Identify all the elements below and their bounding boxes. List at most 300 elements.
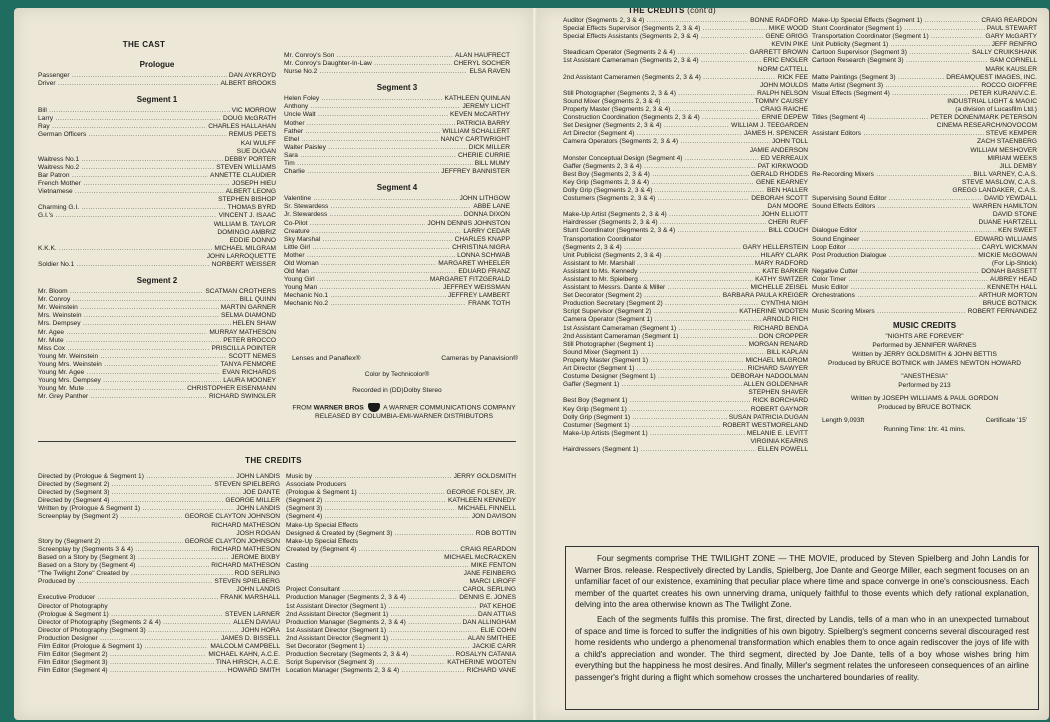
synopsis-paragraph-2: Each of the segments fulfils this promise. The first, directed by Landis, tells of a man who in an unexpected turnabout of space and time is forced to suffer the indignities of his own bigotry. Spielberg's segment concerns several discouraged rest home residents who undergo a phenomenal transformation which enables them to once again rediscover the joys of life with a child's appreciation and wonder. The third segment, directed by Joe Dante, tells of a boy whose wishes bring him everything but the happiness he most desires. And finally, Miller's segment relates the unforeseen consequences of an airline passenger's fright during a flight which somehow crosses the unchartered boundaries of reality. xyxy=(575,614,1029,682)
credit-role: Costumers (Segments 2, 3 & 4) ..... xyxy=(563,195,749,203)
credit-row: KAI WULFF xyxy=(240,139,276,147)
credit-row xyxy=(812,276,1037,284)
credit-role: Assistant Editors ..... xyxy=(812,130,984,138)
credit-row xyxy=(284,276,510,284)
length-cert-row xyxy=(812,416,1037,425)
credit-name: CHERIE CURRIE xyxy=(457,151,510,159)
credit-row xyxy=(812,244,1037,252)
credit-row xyxy=(284,284,510,292)
credit-role: Hairdresser (Segments 2, 3 & 4) ..... xyxy=(563,219,766,227)
credit-role: Casting ..... xyxy=(286,562,469,570)
credit-name: JOHN LANDIS xyxy=(236,473,280,480)
credit-role: Mr. Agee ..... xyxy=(38,329,207,337)
credit-role: Script Supervisor (Segment 3) ..... xyxy=(286,659,445,667)
credit-role: Color Timer ..... xyxy=(812,276,988,284)
credit-name: SUSAN PATRICIA DUGAN xyxy=(728,413,808,421)
credit-name: SALLY CRUIKSHANK xyxy=(972,49,1037,57)
credit-role: Post Production Dialogue ..... xyxy=(812,252,976,260)
credit-name: BILL COUCH xyxy=(768,227,808,235)
credit-role: Auditor (Segments 2, 3 & 4) ..... xyxy=(563,17,748,25)
credit-row xyxy=(563,414,808,422)
right-column-1 xyxy=(563,17,808,454)
credit-row xyxy=(812,268,1037,276)
credit-name: ROBERT GAYNOR xyxy=(750,405,808,413)
credit-row xyxy=(284,203,510,211)
segment1-title: Segment 1 xyxy=(136,95,178,105)
music-credit-line: Written by JERRY GOLDSMITH & JOHN BETTIS xyxy=(852,351,997,359)
left-page xyxy=(14,8,533,720)
credit-role: Matte Paintings (Segment 3) ..... xyxy=(812,74,944,82)
credit-role: Still Photographer (Segment 1) ..... xyxy=(563,341,747,349)
credit-role: (Prologue & Segment 1) ..... xyxy=(286,489,445,497)
credit-name: REMUS PEETS xyxy=(228,131,276,139)
segment3-list xyxy=(284,95,510,176)
credit-name: JEFFREY BANNISTER xyxy=(441,168,510,176)
credit-name: KEN SWEET xyxy=(998,227,1037,235)
credit-role: Written by (Prologue & Segment 1) ..... xyxy=(38,505,234,513)
credit-role: Film Editor (Segment 2) ..... xyxy=(38,651,206,659)
credit-role: Camera Operator (Segment 1) ..... xyxy=(563,316,761,324)
credit-row xyxy=(38,473,280,481)
credit-role: Sound Mixer (Segments 2, 3 & 4) ..... xyxy=(563,98,753,106)
credit-row xyxy=(812,33,1037,41)
credit-role: 1st Assistant Director (Segment 1) ..... xyxy=(286,627,478,635)
prologue-list xyxy=(38,72,276,88)
credit-row xyxy=(38,212,276,220)
credit-row xyxy=(563,74,808,82)
credit-row: DAN MOORE xyxy=(767,203,808,211)
credit-row xyxy=(286,667,516,675)
credit-role: Special Effects Supervisor (Segments 2, 3 & 4) ..... xyxy=(563,25,767,33)
credit-row xyxy=(284,268,510,276)
credit-name: PATRICIA BARRY xyxy=(456,119,510,127)
segment4-title: Segment 4 xyxy=(376,183,418,193)
credit-name: ALLEN DAVIAU xyxy=(233,618,280,626)
credit-name: GARRETT BROWN xyxy=(749,49,808,57)
credit-name: DAN ATTIAS xyxy=(478,610,516,618)
credit-role: Location Manager (Segments 2, 3 & 4) ..... xyxy=(286,667,465,675)
credit-role: Vietnamese ..... xyxy=(38,188,224,196)
credit-role: Dolly Grip (Segment 1) ..... xyxy=(563,414,727,422)
credit-name: JON DAVISON xyxy=(471,513,516,521)
credit-name: FRANK TOTH xyxy=(468,300,510,308)
credit-row xyxy=(38,635,280,643)
credit-name: GARY McGARTY xyxy=(985,33,1037,41)
credit-row xyxy=(38,245,276,253)
credit-name: KATHY SWITZER xyxy=(755,276,808,283)
credit-row: JILL DEMBY xyxy=(999,162,1037,170)
credit-name: RICHARD BENDA xyxy=(753,324,808,332)
credit-row xyxy=(563,252,808,260)
credit-row xyxy=(563,341,808,349)
credit-role: Mr. Weinstein ..... xyxy=(38,304,219,312)
credit-role: Sara ..... xyxy=(284,152,456,160)
credit-role: Directed by (Segment 2) ..... xyxy=(38,481,212,489)
credit-row xyxy=(38,123,276,131)
credit-name: JOHN DENNIS JOHNSTON xyxy=(427,219,510,227)
credit-name: CHARLES HALLAHAN xyxy=(208,123,276,131)
credit-row xyxy=(38,377,276,385)
credit-role: Property Master (Segment 1) ..... xyxy=(563,357,744,365)
credit-name: BILL KAPLAN xyxy=(766,348,808,356)
credit-name: KATE BARKER xyxy=(762,267,808,275)
credit-row xyxy=(812,57,1037,65)
credit-role: Mother ..... xyxy=(284,120,455,128)
credit-role: Gaffer (Segment 1) ..... xyxy=(563,381,742,389)
credit-row: MARK KAUSLER xyxy=(985,65,1037,73)
credit-row: KEVIN PIKE xyxy=(771,41,808,49)
credit-role: Based on a Story by (Segment 3) ..... xyxy=(38,554,229,562)
credit-row xyxy=(286,611,516,619)
credit-row xyxy=(38,643,280,651)
credit-role: Young Mr. Weinstein ..... xyxy=(38,353,226,361)
credit-role: Costume Designer (Segment 1) ..... xyxy=(563,373,729,381)
wcc-text: A WARNER COMMUNICATIONS COMPANY xyxy=(383,404,516,412)
credit-row xyxy=(38,107,276,115)
credit-row xyxy=(38,188,276,196)
credit-row xyxy=(284,103,510,111)
credit-row xyxy=(38,80,276,88)
credit-row xyxy=(563,308,808,316)
credit-row xyxy=(563,276,808,284)
credit-row xyxy=(563,446,808,454)
credit-row xyxy=(284,260,510,268)
segment1-list xyxy=(38,107,276,269)
credit-name: JOHN ELLIOTT xyxy=(761,211,808,219)
credit-row xyxy=(38,562,280,570)
credit-name: DAN AYKROYD xyxy=(228,72,276,79)
credit-row xyxy=(563,260,808,268)
credit-role: Film Editor (Prologue & Segment 1) ..... xyxy=(38,643,208,651)
credit-name: MICHELLE ZEISEL xyxy=(750,284,808,292)
credit-role: Soldier No.1 ..... xyxy=(38,261,210,269)
credit-row xyxy=(38,312,276,320)
credit-role: Sky Marshal ..... xyxy=(284,236,453,244)
credit-row xyxy=(563,397,808,405)
credit-role: Mr. Conroy's Daughter-In-Law ..... xyxy=(284,60,452,68)
credit-row xyxy=(38,361,276,369)
credit-role: Old Man ..... xyxy=(284,268,456,276)
credit-row xyxy=(38,204,276,212)
credit-name: PRISCILLA POINTER xyxy=(211,344,276,352)
credit-name: BILL VARNEY, C.A.S. xyxy=(973,170,1037,178)
credit-role: Negative Cutter ..... xyxy=(812,268,979,276)
credit-row xyxy=(38,603,280,611)
credit-row xyxy=(812,236,1037,244)
credit-row xyxy=(812,90,1037,98)
music-credits-lines xyxy=(812,332,1037,412)
credit-row xyxy=(284,95,510,103)
credit-name: DAN ALLINGHAM xyxy=(462,618,516,626)
credit-name: NANCY CARTWRIGHT xyxy=(440,135,510,143)
credit-role: Young Mr. Agee ..... xyxy=(38,369,220,377)
credit-row xyxy=(284,68,510,76)
credit-row xyxy=(38,345,276,353)
credit-role: Production Designer ..... xyxy=(38,635,219,643)
credit-row xyxy=(563,163,808,171)
credit-role: Screenplay by (Segments 3 & 4) ..... xyxy=(38,546,209,554)
credit-name: BEN HALLER xyxy=(766,186,808,194)
credits-list-2 xyxy=(286,473,516,675)
credit-role: German Officers ..... xyxy=(38,131,227,139)
segment4-list xyxy=(284,195,510,308)
credit-name: PAT KIRKWOOD xyxy=(757,162,808,170)
credit-name: JOE DANTE xyxy=(242,489,280,497)
credit-row xyxy=(812,41,1037,49)
credit-role: Directed by (Prologue & Segment 1) ..... xyxy=(38,473,234,481)
credits-cont-suffix: (cont'd) xyxy=(687,8,716,15)
credit-role: Best Boy (Segments 2, 3 & 4) ..... xyxy=(563,171,749,179)
credit-role: Steadicam Operator (Segments 2 & 4) ..... xyxy=(563,49,748,57)
credit-role: Hairdressers (Segment 1) ..... xyxy=(563,446,756,454)
credit-name: ROSALYN CATANIA xyxy=(455,651,516,659)
credit-row xyxy=(563,25,808,33)
credit-name: MIKE FENTON xyxy=(471,562,516,570)
credit-role: Titles (Segment 4) ..... xyxy=(812,114,928,122)
credit-row xyxy=(38,619,280,627)
credit-name: JOSEPH HIEU xyxy=(232,180,276,188)
credit-role: Waitress No.1 ..... xyxy=(38,156,223,164)
credit-row xyxy=(284,195,510,203)
credit-name: JOHN LANDIS xyxy=(236,505,280,513)
credit-name: DENNIS E. JONES xyxy=(459,594,516,602)
credit-row: EDDIE DONNO xyxy=(229,236,276,244)
credit-row xyxy=(286,643,516,651)
credit-row xyxy=(563,57,808,65)
credit-name: JAMES H. SPENCER xyxy=(743,130,808,138)
credit-role: Loop Editor ..... xyxy=(812,244,980,252)
credit-name: DEBORAH NADOOLMAN xyxy=(731,373,808,381)
credit-row: SUE DUGAN xyxy=(236,147,276,155)
credit-role: Sound Mixer (Segment 1) ..... xyxy=(563,349,765,357)
credit-row: RICHARD MATHESON xyxy=(211,521,280,529)
credit-row xyxy=(563,292,808,300)
credit-role: Creature ..... xyxy=(284,228,461,236)
credit-name: DONNA DIXON xyxy=(463,211,510,219)
credit-row xyxy=(38,115,276,123)
credit-name: PETER DONEN/MARK PETERSON xyxy=(930,114,1037,122)
credit-name: SAM CORNELL xyxy=(989,57,1037,65)
credit-row xyxy=(812,74,1037,82)
credit-role: Sound Engineer ..... xyxy=(812,236,973,244)
credit-name: DONAH BASSETT xyxy=(981,267,1037,275)
credit-row xyxy=(38,513,280,521)
credit-row xyxy=(812,195,1037,203)
credit-row: GREGG LANDAKER, C.A.S. xyxy=(952,186,1037,194)
credit-role: Mechanic No.2 ..... xyxy=(284,300,466,308)
segment2-list xyxy=(38,288,276,401)
credit-row: JOSH ROGAN xyxy=(236,529,280,537)
credit-row xyxy=(812,308,1037,316)
credit-role: Larry ..... xyxy=(38,115,221,123)
credit-role: Unit Publicity (Segment 1) ..... xyxy=(812,41,990,49)
credit-role: Young Girl ..... xyxy=(284,276,428,284)
credit-name: GEORGE MILLER xyxy=(225,497,280,505)
credit-row xyxy=(38,304,276,312)
credit-role: Ray ..... xyxy=(38,123,206,131)
credit-role: Produced by ..... xyxy=(38,578,212,586)
credit-name: KEVEN McCARTHY xyxy=(450,111,510,119)
lenses-text: Lenses and Panaflex® xyxy=(292,355,361,362)
credit-row: STEPHEN BISHOP xyxy=(218,196,276,204)
credit-row xyxy=(812,284,1037,292)
credit-name: KATHERINE WOOTEN xyxy=(739,308,808,316)
credit-row xyxy=(286,659,516,667)
credit-name: MALCOLM CAMPBELL xyxy=(210,642,280,650)
credit-row xyxy=(38,337,276,345)
credit-row xyxy=(812,130,1037,138)
credit-role: Waitress No.2 ..... xyxy=(38,164,214,172)
credit-role: Monster Conceptual Design (Segment 4) ..... xyxy=(563,155,759,163)
credit-row xyxy=(563,122,808,130)
credit-row xyxy=(812,292,1037,300)
credit-name: DEBBY PORTER xyxy=(224,155,276,163)
credit-role: Orchestrations ..... xyxy=(812,292,977,300)
credit-name: RICHARD VANE xyxy=(466,667,516,675)
credit-row xyxy=(38,172,276,180)
credit-name: PAUL STEWART xyxy=(986,25,1037,33)
credit-name: MORGAN RENARD xyxy=(748,340,808,348)
wb-shield-logo xyxy=(368,403,380,412)
right-page xyxy=(537,8,1049,720)
credit-role: Make-Up Special Effects xyxy=(286,521,359,529)
credit-role: Mr. Mute ..... xyxy=(38,337,221,345)
credit-role: Passenger ..... xyxy=(38,72,227,80)
credit-role: Stunt Coordinator (Segment 1) ..... xyxy=(812,25,985,33)
credit-row xyxy=(38,651,280,659)
credit-row xyxy=(284,211,510,219)
credits-cont-title xyxy=(537,8,807,15)
credit-role: Based on a Story by (Segment 4) ..... xyxy=(38,562,209,570)
equipment-credits xyxy=(292,355,518,362)
credit-name: WILLIAM J. TEEGARDEN xyxy=(731,122,808,130)
credit-name: ERNIE DEPEW xyxy=(761,114,808,122)
credit-row xyxy=(563,219,808,227)
credit-role: Transportation Coordinator (Segment 1) ..... xyxy=(812,33,983,41)
credit-row xyxy=(38,72,276,80)
credit-row xyxy=(286,651,516,659)
credit-row xyxy=(38,481,280,489)
credit-role: Still Photographer (Segments 2, 3 & 4) ..... xyxy=(563,90,755,98)
credit-role: Mother ..... xyxy=(284,252,455,260)
credit-name: JEREMY LICHT xyxy=(462,103,510,111)
credit-row xyxy=(563,211,808,219)
credit-name: JOHN HORA xyxy=(241,626,280,634)
color-text: Color by Technicolor® xyxy=(364,371,430,378)
credit-row xyxy=(284,244,510,252)
credit-name: CARYL WICKMAN xyxy=(981,243,1037,251)
credit-row xyxy=(563,114,808,122)
credit-row xyxy=(38,353,276,361)
credit-role: Supervising Sound Editor ..... xyxy=(812,195,982,203)
credit-name: MARY RADFORD xyxy=(754,259,808,267)
music-credit-line: Produced by BRUCE BOTNICK with JAMES NEWTON HOWARD xyxy=(827,360,1022,368)
credit-name: GENE KEARNEY xyxy=(755,178,808,186)
credit-row xyxy=(286,603,516,611)
credit-role: Film Editor (Segment 3) ..... xyxy=(38,659,214,667)
credit-role: K.K.K. ..... xyxy=(38,245,212,253)
credit-row xyxy=(563,373,808,381)
synopsis-box xyxy=(565,546,1039,710)
credit-row xyxy=(563,227,808,235)
credit-name: FRANK MARSHALL xyxy=(220,594,280,602)
credit-name: TINA HIRSCH, A.C.E. xyxy=(215,659,280,667)
credit-row xyxy=(38,570,280,578)
credit-name: STEVEN SPIELBERG xyxy=(214,578,280,586)
credit-role: Mechanic No.1 ..... xyxy=(284,292,446,300)
credit-row xyxy=(563,138,808,146)
credit-row xyxy=(563,17,808,25)
credit-row xyxy=(563,98,808,106)
credit-row xyxy=(286,522,516,530)
credit-role: Set Decorator (Segment 1) ..... xyxy=(286,643,470,651)
credit-role: Tim ..... xyxy=(284,160,473,168)
credit-row xyxy=(38,627,280,635)
music-credit-line: Written by JOSEPH WILLIAMS & PAUL GORDON xyxy=(850,395,999,403)
credit-role: Special Effects Assistants (Segments 2, 3 & 4) ..... xyxy=(563,33,764,41)
credit-row xyxy=(38,505,280,513)
credit-row xyxy=(284,60,510,68)
music-credit-line: Performed by JENNIFER WARNES xyxy=(872,342,977,350)
credit-name: VIC MORROW xyxy=(231,107,276,115)
credit-role: 1st Assistant Cameraman (Segments 2, 3 & 4) ..... xyxy=(563,57,761,65)
credit-row xyxy=(38,320,276,328)
credit-row xyxy=(284,160,510,168)
credit-role: G.I.'s ..... xyxy=(38,212,217,220)
credit-name: GENE GRIGG xyxy=(765,33,808,41)
credit-row xyxy=(38,611,280,619)
credit-row xyxy=(563,236,808,244)
credit-name: SELMA DIAMOND xyxy=(221,312,276,320)
credit-row: ZACH STAENBERG xyxy=(977,138,1037,146)
credit-row xyxy=(284,252,510,260)
credit-role: Story by (Segment 2) ..... xyxy=(38,538,183,546)
credits-column-1 xyxy=(38,473,280,675)
credit-row xyxy=(284,220,510,228)
credit-name: ALBERT BROOKS xyxy=(220,80,276,88)
credit-name: ALBERT LEONG xyxy=(225,188,276,196)
credit-name: MURRAY MATHESON xyxy=(209,328,276,336)
credit-row xyxy=(563,406,808,414)
credit-row xyxy=(563,195,808,203)
credit-name: CHERI RUFF xyxy=(768,219,808,227)
prologue-title: Prologue xyxy=(139,60,175,69)
credit-name: JOHN LITHGOW xyxy=(459,195,510,203)
credit-role: (Segments 2, 3 & 4) ..... xyxy=(563,244,741,252)
credit-role: Unit Publicist (Segments 2, 3 & 4) ..... xyxy=(563,252,759,260)
credit-row xyxy=(563,284,808,292)
cast-column-2 xyxy=(284,52,510,309)
warner-bros-text: WARNER BROS xyxy=(313,404,364,412)
credit-name: ALLEN GOLDENHAR xyxy=(743,381,808,389)
credit-role: Camera Operators (Segments 2, 3 & 4) ..... xyxy=(563,138,770,146)
credit-name: LONNA SCHWAB xyxy=(457,251,510,259)
credit-row xyxy=(563,357,808,365)
credit-row xyxy=(284,120,510,128)
credit-row xyxy=(284,228,510,236)
credit-name: MICHAEL FINNELL xyxy=(457,505,516,513)
credit-role: Make-Up Artists (Segment 1) ..... xyxy=(563,430,745,438)
credit-name: RALPH NELSON xyxy=(757,89,808,97)
credit-row xyxy=(812,114,1037,122)
credit-name: JEROME BIXBY xyxy=(231,553,280,561)
credit-name: ROBERT FERNANDEZ xyxy=(967,308,1037,316)
credit-row xyxy=(286,497,516,505)
credit-role: Bar Patron ..... xyxy=(38,172,208,180)
credit-row: JOHN LANDIS xyxy=(236,586,280,594)
credit-row xyxy=(563,33,808,41)
credit-name: DREAMQUEST IMAGES, INC. xyxy=(946,73,1037,81)
